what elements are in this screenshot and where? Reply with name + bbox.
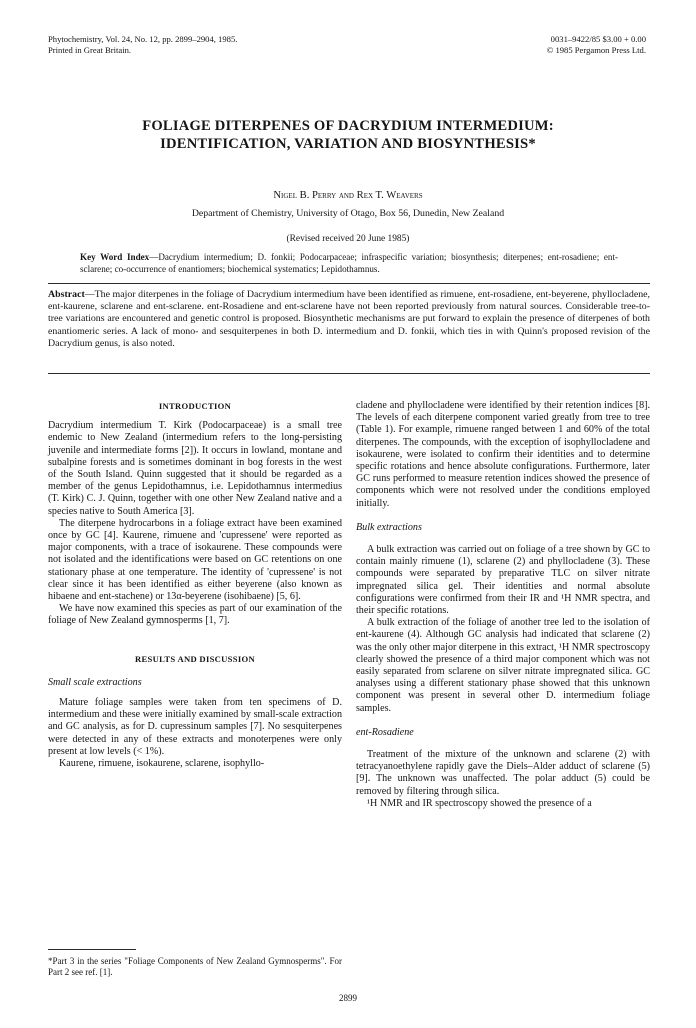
printed-location: Printed in Great Britain. <box>48 45 132 55</box>
small-scale-paragraph-1: Mature foliage samples were taken from ten specimens of D. intermedium and these were initially examined by small-scale extraction and GC analysis, as for D. cupressinum samples [7]. No sesquiterpenes were detected in any of these extracts and monoterpenes were only present at low levels (< 1%). <box>48 697 342 757</box>
right-paragraph-1: cladene and phyllocladene were identified by their retention indices [8]. The levels of each diterpene component varied greatly from tree to tree (Table 1). For example, rimuene ranged between 1 and 60% of the total diterpenes. The compounds, with the exception of isophyllocladene and isokaurene, were isolated to confirm their identities and to determine specific rotations and hence absolute configurations. Furthermore, later GC runs performed to measure retention indices showed the presence of components which were not resolved under the conditions employed initially. <box>356 400 650 509</box>
small-scale-heading: Small scale extractions <box>48 676 142 688</box>
journal-citation: Phytochemistry, Vol. 24, No. 12, pp. 2899–2904, 1985. <box>48 34 238 44</box>
ent-rosadiene-paragraph-1: Treatment of the mixture of the unknown and sclarene (2) with tetracyanoethylene rapidly gave the Diels–Alder adduct of sclarene (5) [9]. The unknown was unaffected. The polar adduct (5) could be removed by filtering through silica. <box>356 749 650 797</box>
abstract-label: Abstract <box>48 289 85 300</box>
small-scale-paragraph-2: Kaurene, rimuene, isokaurene, sclarene, isophyllo- <box>59 758 265 770</box>
bulk-paragraph-2: A bulk extraction of the foliage of another tree led to the isolation of ent-kaurene (4). Although GC analysis had indicated that sclarene (2) was the only other major diterpene in this extract, ¹H NMR spectroscopy clearly showed the presence of a third major component which was not easily separated from sclarene on silver nitrate impregnated silica. GC analyses using a different stationary phase showed that this unknown component was present in several other D. intermedium foliage samples. <box>356 617 650 714</box>
left-column <box>48 400 342 770</box>
intro-paragraph-1: Dacrydium intermedium T. Kirk (Podocarpaceae) is a small tree endemic to New Zealand (intermedium refers to the long-persisting juvenile and intermediate forms [2]). It occurs in lowland, montane and subalpine forests and is sometimes dominant in bog forests in the west of the South Island. Quinn suggested that it should be regarded as a member of the genus Lepidothamnus, i.e. Lepidothamnus intermedius (T. Kirk) C. J. Quinn, together with one other New Zealand native and a species native to South America [3]. <box>48 420 342 517</box>
results-heading: RESULTS AND DISCUSSION <box>135 653 255 664</box>
revision-date: (Revised received 20 June 1985) <box>286 234 410 244</box>
article-authors: Nigel B. Perry and Rex T. Weavers <box>273 190 423 201</box>
journal-header-left <box>48 34 237 56</box>
bulk-paragraph-1: A bulk extraction was carried out on foliage of a tree shown by GC to contain mainly rimuene (1), sclarene (2) and phyllocladene (3). These compounds were separated by preparative TLC on silver nitrate impregnated silica gel. Their identities and normal absolute configurations were confirmed from their IR and ¹H NMR spectra, and their specific rotations. <box>356 544 650 617</box>
copyright-notice: © 1985 Pergamon Press Ltd. <box>546 45 646 55</box>
author-affiliation: Department of Chemistry, University of Otago, Box 56, Dunedin, New Zealand <box>191 208 505 219</box>
abstract-top-rule <box>48 283 650 284</box>
keyword-text: —Dacrydium intermedium; D. fonkii; Podocarpaceae; infraspecific variation; biosynthesis; diterpenes; ent-rosadiene; ent-sclarene; co-occurrence of enantiomers; biochemical systematics; Lepidothamnus. <box>80 252 619 274</box>
abstract-text: —The major diterpenes in the foliage of Dacrydium intermedium have been identified as rimuene, ent-rosadiene, ent-beyerene, phyllocladene, ent-kaurene, sclarene and ent-sclarene. ent-Rosadiene and ent-sclarene have not been reported previously from natural sources. Considerable tree-to-tree variations are encountered and genetic control is proposed. Biosynthetic mechanisms are put forward to explain the presence of diterpenes of both enantiomeric series. A lack of mono- and sesquiterpenes in both D. intermedium and D. fonkii, which ties in with Quinn's proposed revision of the Dacrydium genus, is also noted. <box>48 289 650 349</box>
right-column <box>356 400 650 810</box>
page-number: 2899 <box>339 993 357 1003</box>
introduction-heading: INTRODUCTION <box>158 401 232 411</box>
article-title-line1: FOLIAGE DITERPENES OF DACRYDIUM INTERMEDIUM: <box>142 118 554 134</box>
keyword-index <box>80 251 618 275</box>
footnote: *Part 3 in the series "Foliage Components of New Zealand Gymnosperms". For Part 2 see ref. [1]. <box>48 956 342 977</box>
bulk-extractions-heading: Bulk extractions <box>356 521 422 533</box>
journal-code: 0031–9422/85 $3.00 + 0.00 <box>550 34 646 44</box>
article-title-line2: IDENTIFICATION, VARIATION AND BIOSYNTHESIS* <box>160 136 536 152</box>
journal-header-right <box>547 34 646 56</box>
footnote-rule <box>48 949 136 950</box>
ent-rosadiene-heading: ent-Rosadiene <box>356 726 414 738</box>
intro-paragraph-3: We have now examined this species as part of our examination of the foliage of New Zealand gymnosperms [1, 7]. <box>48 603 342 627</box>
keyword-label: Key Word Index <box>80 252 150 262</box>
intro-paragraph-2: The diterpene hydrocarbons in a foliage extract have been examined once by GC [4]. Kaurene, rimuene and 'cupressene' were reported as major components, with a trace of isokaurene. These compounds were not isolated and the identifications were based on GC retentions on one stationary phase at one temperature. The identity of 'cupressene' is not clear since it has been identified as either beyerene (also known as hibaene and ent-stachene) or 13α-beyerene (isohibaene) [5, 6]. <box>48 517 342 603</box>
abstract-bottom-rule <box>48 373 650 374</box>
abstract <box>48 289 650 350</box>
ent-rosadiene-paragraph-2: ¹H NMR and IR spectroscopy showed the presence of a <box>367 797 592 809</box>
